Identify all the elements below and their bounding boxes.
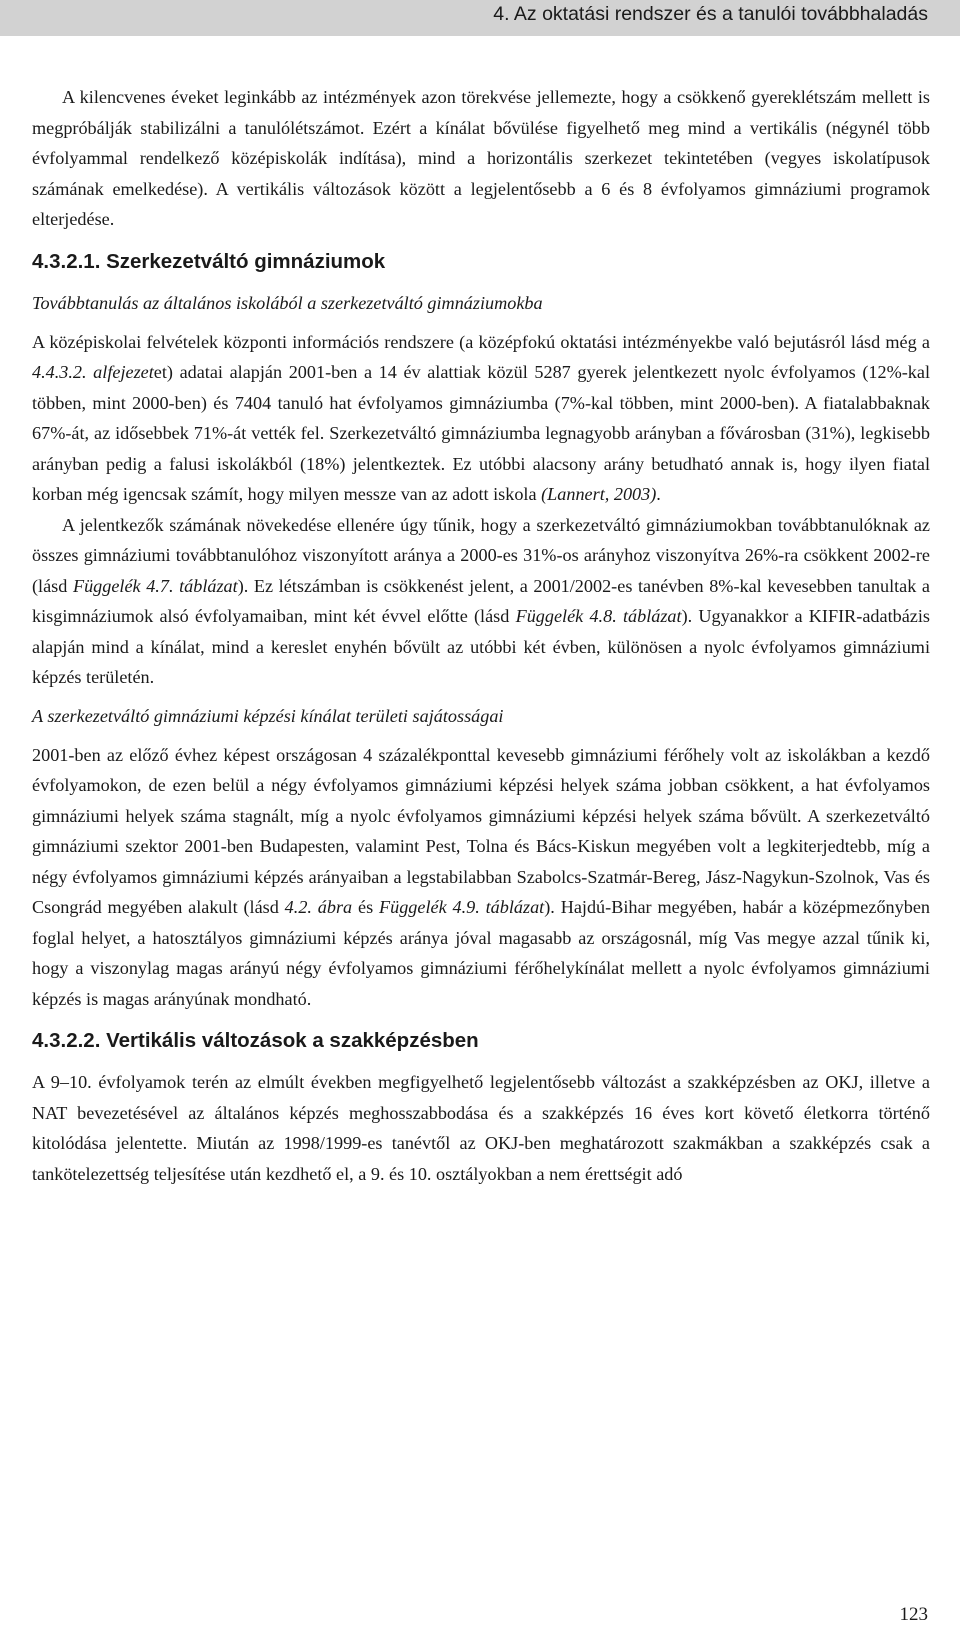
cross-reference: Függelék 4.9. táblázat (379, 897, 545, 917)
intro-paragraph: A kilencvenes éveket leginkább az intézmények azon törekvése jellemezte, hogy a csökkenő gyereklétszám mellett is megpróbálják stabilizálni a tanulólétszámot. Ezért a kínálat bővülése figyelhető meg mind a vertikális (négynél több évfolyammal rendelkező középiskolák indítása), mind a horizontális szerkezet tekintetében (vegyes iskolatípusok számának emelkedése). A vertikális változások között a legjelentősebb a 6 és 8 évfolyamos gimnáziumi programok elterjedése. (32, 87, 930, 229)
cross-reference: 4.2. ábra (284, 897, 353, 917)
chapter-title: 4. Az oktatási rendszer és a tanulói továbbhaladás (493, 3, 928, 25)
chapter-header-bar (0, 0, 960, 36)
page-body (32, 82, 930, 1189)
subheading-continuation: Továbbtanulás az általános iskolából a szerkezetváltó gimnáziumokba (32, 292, 543, 313)
text-run: A jelentkezők számának növekedése ellenére úgy tűnik, hogy a szerkezetváltó gimnáziumokban továbbtanulóknak az összes gimnáziumi továbbtanulóhoz viszonyított aránya a 2000-es 31%-os arányhoz viszonyítva 26%-ra csökkent 2002-re (lásd (32, 514, 930, 596)
text-run: A középiskolai felvételek központi információs rendszere (a középfokú oktatási intézményekbe való bejutásról lásd még a (32, 331, 930, 352)
subheading-regional: A szerkezetváltó gimnáziumi képzési kínálat területi sajátosságai (32, 705, 504, 726)
text-run: et) adatai alapján 2001-ben a 14 év alattiak közül 5287 gyerek jelentkezett nyolc évfolyamos (12%-kal többen, mint 2000-ben) és 7404 tanuló hat évfolyamos gimnáziumba (7%-kal többen, mint 2000-ben). A fiatalabbaknak 67%-át, az idősebbek 71%-át vették fel. Szerkezetváltó gimnáziumba legnagyobb arányban a fővárosban (31%), legkisebb arányban pedig a falusi iskolákból (18%) jelentkeztek. Ez utóbbi alacsony arány betudható annak is, hogy ilyen fiatal korban még igencsak számít, hogy milyen messze van az adott iskola (32, 362, 931, 504)
text-run: . (656, 484, 661, 504)
paragraph-ratio-decline (32, 510, 930, 693)
text-run: ). Ugyanakkor a KIFIR-adatbázis alapján mind a kínálat, mind a kereslet enyhén bővült az utóbbi két évben, különösen a nyolc évfolyamos gimnáziumi képzés területén. (32, 606, 930, 687)
paragraph-regional (32, 740, 930, 1015)
cross-reference: Függelék 4.8. táblázat (515, 606, 682, 626)
page-number: 123 (899, 1604, 928, 1625)
text-run: ). Hajdú-Bihar megyében, habár a középmezőnyben foglal helyet, a hatosztályos gimnáziumi képzés aránya jóval magasabb az országosnál, míg Vas megye azzal tűnik ki, hogy a viszonylag magas arányú négy évfolyamos gimnáziumi férőhelykínálat mellett a nyolc évfolyamos gimnáziumi képzés is magas arányúnak mondható. (32, 897, 930, 1009)
text-run: 2001-ben az előző évhez képest országosan 4 százalékponttal kevesebb gimnáziumi férőhely volt az iskolákban a kezdő évfolyamokon, de ezen belül a négy évfolyamos gimnáziumi képzési helyek száma jobban csökkent, a hat évfolyamos gimnáziumi helyek száma stagnált, míg a nyolc évfolyamos gimnáziumi képzési helyek száma bővült. A szerkezetváltó gimnáziumi szektor 2001-ben Budapesten, valamint Pest, Tolna és Bács-Kiskun megyében volt a legkiterjedtebb, míg a négy évfolyamos gimnáziumi képzés arányaiban a legstabilabban Szabolcs-Szatmár-Bereg, Jász-Nagykun-Szolnok, Vas és Csongrád megyében alakult (lásd (32, 744, 930, 917)
section-heading-4-3-2-2: 4.3.2.2. Vertikális változások a szakképzésben (32, 1029, 479, 1052)
text-run: ). Ez létszámban is csökkenést jelent, a 2001/2002-es tanévben 8%-kal kevesebben tanultak a kisgimnáziumok alsó évfolyamaiban, mint két évvel előtte (lásd (32, 575, 931, 626)
section-heading-4-3-2-1: 4.3.2.1. Szerkezetváltó gimnáziumok (32, 249, 386, 273)
paragraph-admissions (32, 327, 930, 510)
paragraph-vocational: A 9–10. évfolyamok terén az elmúlt években megfigyelhető legjelentősebb változást a szakképzésben az OKJ, illetve a NAT bevezetésével az általános képzés meghosszabbodása és a szakképzés 16 éves kort követő életkorra történő kitolódása jelentette. Miután az 1998/1999-es tanévtől az OKJ-ben meghatározott szakmákban a szakképzés csak a tankötelezettség teljesítése után kezdhető el, a 9. és 10. osztályokban a nem érettségit adó (32, 1072, 930, 1184)
citation: (Lannert, 2003) (541, 484, 657, 504)
cross-reference: 4.4.3.2. alfejezet (32, 362, 154, 382)
text-run: és (352, 897, 379, 917)
cross-reference: Függelék 4.7. táblázat (72, 575, 238, 596)
